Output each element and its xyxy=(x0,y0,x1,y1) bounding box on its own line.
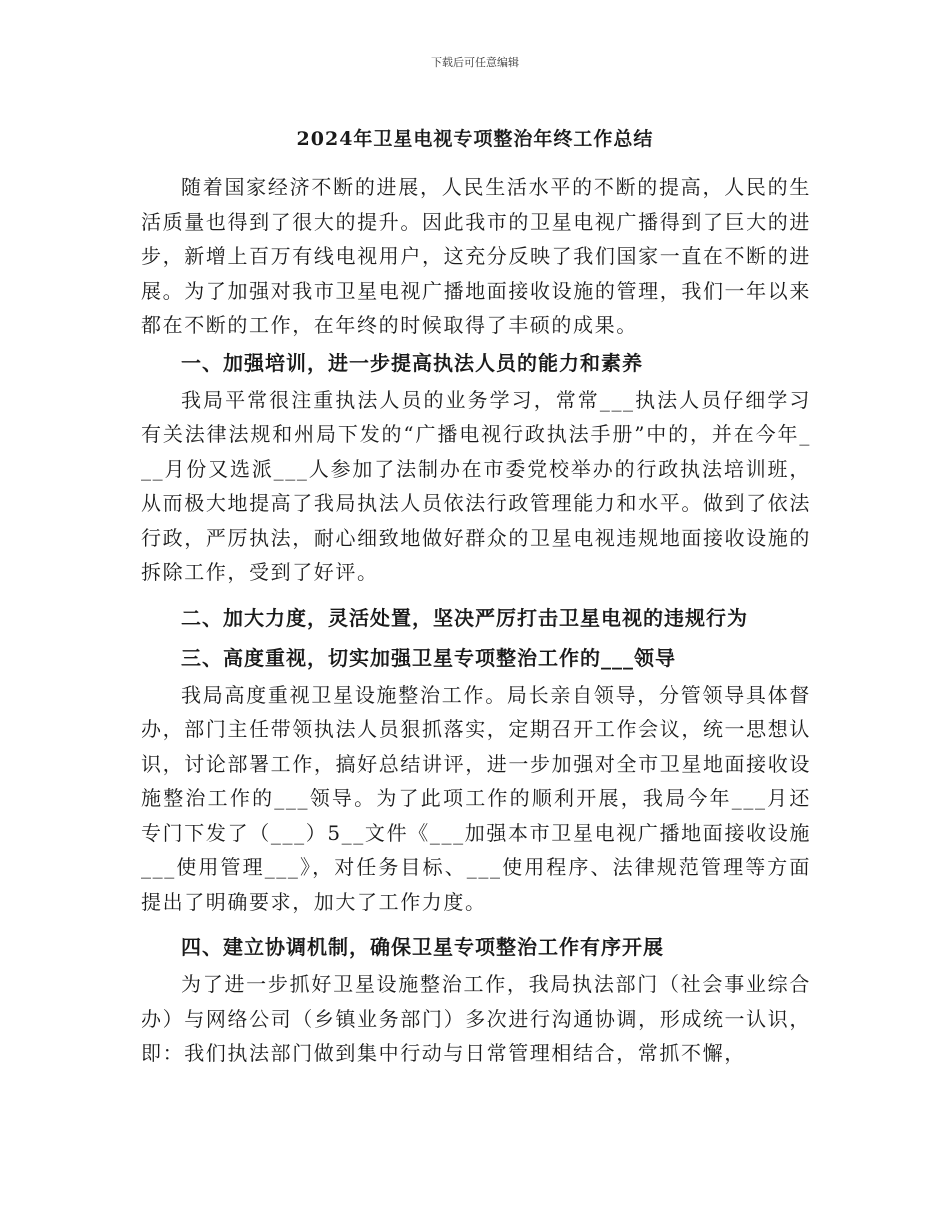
section-4-paragraph: 为了进一步抓好卫星设施整治工作，我局执法部门（社会事业综合办）与网络公司（乡镇业务部门）多次进行沟通协调，形成统一认识，即：我们执法部门做到集中行动与日常管理相结合，常抓不懈， xyxy=(141,972,811,1065)
section-heading-1: 一、加强培训，进一步提高执法人员的能力和素养 xyxy=(181,350,643,375)
document-title: 2024年卫星电视专项整治年终工作总结 xyxy=(296,128,654,150)
section-heading-2: 二、加大力度，灵活处置，坚决严厉打击卫星电视的违规行为 xyxy=(181,605,748,630)
section-heading-3: 三、高度重视，切实加强卫星专项整治工作的___领导 xyxy=(181,645,676,670)
section-heading-4: 四、建立协调机制，确保卫星专项整治工作有序开展 xyxy=(181,935,664,959)
section-1-paragraph: 我局平常很注重执法人员的业务学习，常常___执法人员仔细学习有关法律法规和州局下发的“广播电视行政执法手册”中的，并在今年___月份又选派___人参加了法制办在市委党校举办的行政执法培训班，从而极大地提高了我局执法人员依法行政管理能力和水平。做到了依法行政，严厉执法，耐心细致地做好群众的卫星电视违规地面接收设施的拆除工作，受到了好评。 xyxy=(141,387,811,584)
header-note: 下载后可任意编辑 xyxy=(431,56,519,69)
document-body xyxy=(141,170,811,1071)
intro-paragraph: 随着国家经济不断的进展，人民生活水平的不断的提高，人民的生活质量也得到了很大的提升。因此我市的卫星电视广播得到了巨大的进步，新增上百万有线电视用户，这充分反映了我们国家一直在不断的进展。为了加强对我市卫星电视广播地面接收设施的管理，我们一年以来都在不断的工作，在年终的时候取得了丰硕的成果。 xyxy=(141,175,811,337)
section-3-paragraph: 我局高度重视卫星设施整治工作。局长亲自领导，分管领导具体督办，部门主任带领执法人员狠抓落实，定期召开工作会议，统一思想认识，讨论部署工作，搞好总结讲评，进一步加强对全市卫星地面接收设施整治工作的___领导。为了此项工作的顺利开展，我局今年___月还专门下发了（___）5__文件《___加强本市卫星电视广播地面接收设施___使用管理___》，对任务目标、___使用程序、法律规范管理等方面提出了明确要求，加大了工作力度。 xyxy=(141,682,811,914)
